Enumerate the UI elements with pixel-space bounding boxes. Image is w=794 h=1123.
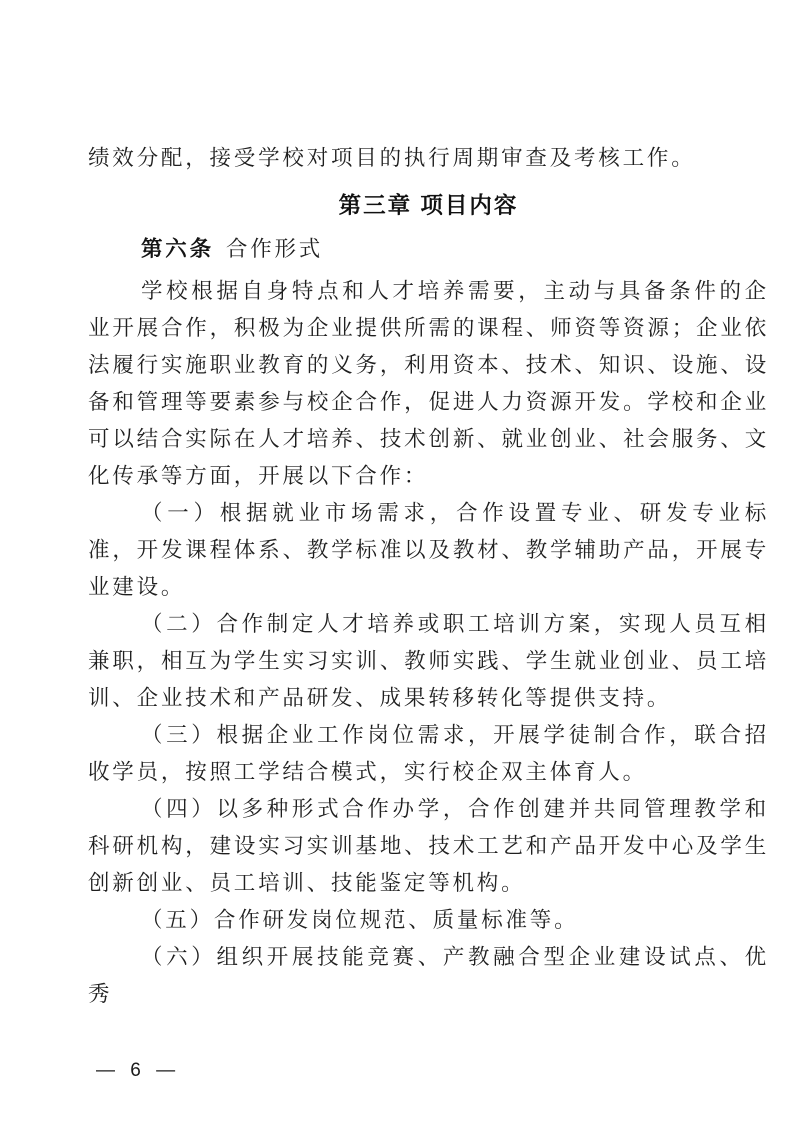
document-content	[88, 140, 769, 1013]
document-body	[88, 273, 769, 1013]
page-number: — 6 —	[96, 1060, 181, 1081]
chapter-heading: 第三章 项目内容	[338, 193, 519, 218]
paragraph-item-6: （六）组织开展技能竞赛、产教融合型企业建设试点、优秀	[88, 945, 769, 1006]
article-line	[88, 231, 769, 268]
continuation-paragraph: 绩效分配，接受学校对项目的执行周期审查及考核工作。	[88, 146, 696, 170]
paragraph-item-3: （三）根据企业工作岗位需求，开展学徒制合作，联合招收学员，按照工学结合模式，实行校企双主体育人。	[88, 723, 769, 784]
paragraph-item-5: （五）合作研发岗位规范、质量标准等。	[141, 908, 579, 932]
article-title: 合作形式	[225, 237, 324, 261]
paragraph-item-4: （四）以多种形式合作办学，合作创建并共同管理教学和科研机构，建设实习实训基地、技术工艺和产品开发中心及学生创新创业、员工培训、技能鉴定等机构。	[88, 797, 769, 895]
article-number: 第六条	[141, 237, 214, 261]
paragraph-item-2: （二）合作制定人才培养或职工培训方案，实现人员互相兼职，相互为学生实习实训、教师实践、学生就业创业、员工培训、企业技术和产品研发、成果转移转化等提供支持。	[88, 612, 769, 710]
paragraph-item-1: （一）根据就业市场需求，合作设置专业、研发专业标准，开发课程体系、教学标准以及教材、教学辅助产品，开展专业建设。	[88, 501, 769, 599]
paragraph-cooperation-intro: 学校根据自身特点和人才培养需要，主动与具备条件的企业开展合作，积极为企业提供所需的课程、师资等资源；企业依法履行实施职业教育的义务，利用资本、技术、知识、设施、设备和管理等要素参与校企合作，促进人力资源开发。学校和企业可以结合实际在人才培养、技术创新、就业创业、社会服务、文化传承等方面，开展以下合作：	[88, 279, 769, 488]
